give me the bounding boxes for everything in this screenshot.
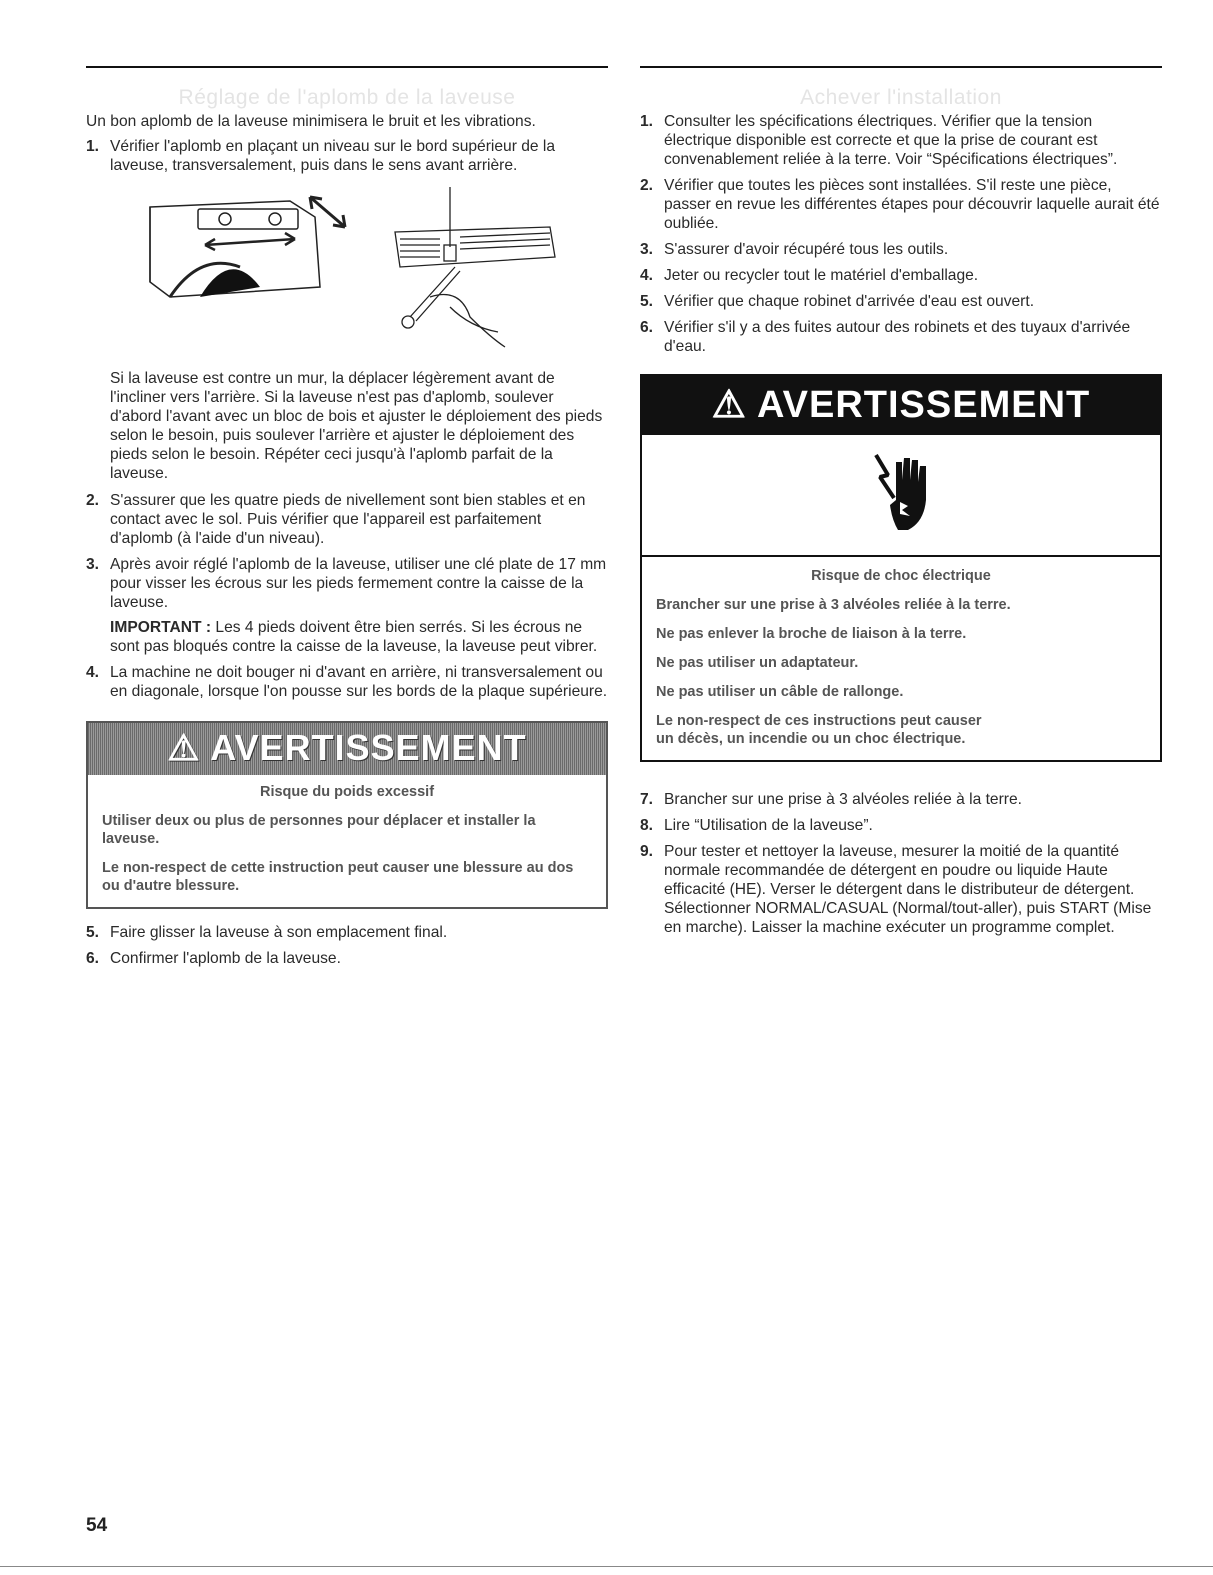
intro-text: Un bon aplomb de la laveuse minimisera le bruit et les vibrations.	[86, 113, 536, 130]
warning-line: Utiliser deux ou plus de personnes pour déplacer et installer la laveuse.	[102, 813, 536, 847]
warning-box-electric	[640, 374, 1162, 762]
section-rule	[640, 66, 1162, 68]
warning-line: Ne pas utiliser un câble de rallonge.	[656, 684, 904, 700]
list-item: 4. La machine ne doit bouger ni d'avant en arrière, ni transversalement ou en diagonale, lorsque l'on pousse sur les bords de la plaque supérieure.	[86, 664, 608, 700]
warning-line: Le non-respect de cette instruction peut causer une blessure au dos ou d'autre blessure.	[102, 860, 574, 894]
list-item: 1. Vérifier l'aplomb en plaçant un niveau sur le bord supérieur de la laveuse, transversalement, puis dans le sens avant arrière.	[86, 138, 556, 174]
warning-header: ⚠ AVERTISSEMENT	[88, 723, 606, 775]
warning-risk: Risque de choc électrique	[811, 568, 991, 584]
warning-line: Brancher sur une prise à 3 alvéoles reliée à la terre.	[656, 597, 1011, 613]
list-item: 5. Faire glisser la laveuse à son emplacement final.	[86, 924, 448, 941]
page-number: 54	[86, 1515, 108, 1536]
section-rule	[86, 66, 608, 68]
leveling-instructions: Si la laveuse est contre un mur, la déplacer légèrement avant de l'incliner vers l'arrière. Si la laveuse n'est pas d'aplomb, soulever d'abord l'avant avec un bloc de bois et ajuster le déploiement des pieds selon le besoin, puis soulever l'arrière et ajuster le déploiement des pieds selon le besoin. Répéter ceci jusqu'à l'aplomb parfait de la laveuse.	[110, 370, 603, 482]
leveling-illustration	[110, 187, 608, 357]
list-item: 8. Lire “Utilisation de la laveuse”.	[640, 817, 873, 834]
section-title-finish: Achever l'installation	[800, 86, 1002, 109]
list-item: 5. Vérifier que chaque robinet d'arrivée d'eau est ouvert.	[640, 293, 1035, 310]
right-column	[640, 66, 1162, 944]
list-item: 4. Jeter ou recycler tout le matériel d'emballage.	[640, 267, 979, 284]
section-title-leveling: Réglage de l'aplomb de la laveuse	[178, 86, 516, 109]
warning-risk: Risque du poids excessif	[259, 784, 435, 800]
list-item: 6. Confirmer l'aplomb de la laveuse.	[86, 950, 341, 967]
footer-rule	[0, 1566, 1213, 1567]
warning-line: Ne pas utiliser un adaptateur.	[656, 655, 859, 671]
warning-box-weight	[86, 721, 608, 909]
list-item: 3. Après avoir réglé l'aplomb de la laveuse, utiliser une clé plate de 17 mm pour visser les écrous sur les pieds fermement contre la caisse de la laveuse. IMPORTANT : Les 4 pieds doivent être bien serrés. Si les écrous ne sont pas bloqués contre la caisse de la laveuse, la laveuse peut vibrer.	[86, 556, 607, 655]
list-item: 2. Vérifier que toutes les pièces sont installées. S'il reste une pièce, passer en revue les différentes étapes pour découvrir laquelle aurait été oubliée.	[640, 177, 1160, 232]
warning-line: Ne pas enlever la broche de liaison à la terre.	[656, 626, 967, 642]
warning-triangle-icon: ⚠	[167, 727, 201, 768]
list-item: 2. S'assurer que les quatre pieds de nivellement sont bien stables et en contact avec le sol. Puis vérifier que l'appareil est parfaitement d'aplomb (à l'aide d'un niveau).	[86, 492, 586, 547]
warning-line: un décès, un incendie ou un choc électrique.	[656, 731, 966, 747]
electric-shock-hand-icon	[866, 450, 936, 540]
warning-triangle-icon: ⚠	[711, 384, 747, 426]
left-column	[86, 66, 608, 975]
list-item: 9. Pour tester et nettoyer la laveuse, mesurer la moitié de la quantité normale recommandée de détergent en poudre ou liquide Haute efficacité (HE). Verser le détergent dans le distributeur de détergent. Sélectionner NORMAL/CASUAL (Normal/tout-aller), puis START (Mise en marche). Laisser la machine exécuter un programme complet.	[640, 843, 1152, 936]
warning-header: ⚠ AVERTISSEMENT	[642, 376, 1160, 435]
list-item: 7. Brancher sur une prise à 3 alvéoles reliée à la terre.	[640, 791, 1022, 808]
list-item: 6. Vérifier s'il y a des fuites autour des robinets et des tuyaux d'arrivée d'eau.	[640, 319, 1131, 355]
warning-line: Le non-respect de ces instructions peut causer	[656, 713, 982, 729]
list-item: 1. Consulter les spécifications électriques. Vérifier que la tension électrique disponible est correcte et que la prise de courant est convenablement reliée à la terre. Voir “Spécifications électriques”.	[640, 113, 1118, 168]
list-item: 3. S'assurer d'avoir récupéré tous les outils.	[640, 241, 949, 258]
important-label: IMPORTANT :	[110, 619, 212, 636]
